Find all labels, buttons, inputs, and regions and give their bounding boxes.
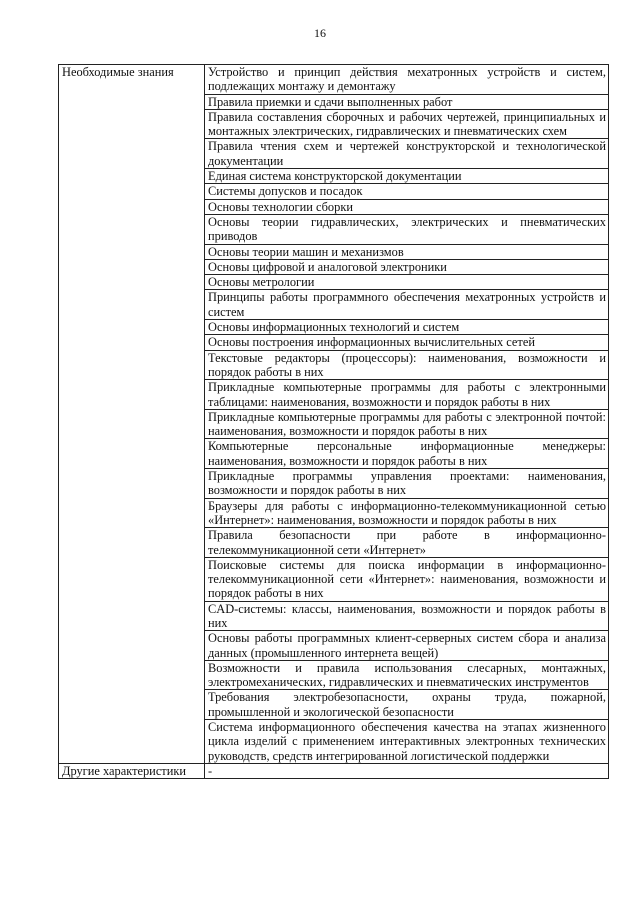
knowledge-item: Основы построения информационных вычислительных сетей [205,335,609,350]
knowledge-item: Прикладные компьютерные программы для работы с электронными таблицами: наименования, возможности и порядок работы в них [205,380,609,410]
knowledge-item: Основы цифровой и аналоговой электроники [205,259,609,274]
knowledge-item: Браузеры для работы с информационно-телекоммуникационной сетью «Интернет»: наименования, возможности и порядок работы в них [205,498,609,528]
row-label-knowledge: Необходимые знания [59,65,205,764]
knowledge-item: Поисковые системы для поиска информации в информационно-телекоммуникационной сети «Интернет»: наименования, возможности и порядок работы в них [205,557,609,601]
knowledge-item: Компьютерные персональные информационные менеджеры: наименования, возможности и порядок работы в них [205,439,609,469]
knowledge-item: Принципы работы программного обеспечения мехатронных устройств и систем [205,290,609,320]
knowledge-item: Устройство и принцип действия мехатронных устройств и систем, подлежащих монтажу и демонтажу [205,65,609,95]
knowledge-item: Возможности и правила использования слесарных, монтажных, электромеханических, гидравлических и пневматических инструментов [205,660,609,690]
row-label-other: Другие характеристики [59,763,205,778]
knowledge-item: Правила составления сборочных и рабочих чертежей, принципиальных и монтажных электрических, гидравлических и пневматических схем [205,109,609,139]
page-number: 16 [314,26,326,40]
knowledge-item: Правила чтения схем и чертежей конструкторской и технологической документации [205,139,609,169]
knowledge-item: Основы технологии сборки [205,199,609,214]
requirements-table [58,64,609,779]
knowledge-item: Система информационного обеспечения качества на этапах жизненного цикла изделий с применением интерактивных электронных технических руководств, средств интегрированной логистической поддержки [205,720,609,764]
knowledge-item: Требования электробезопасности, охраны труда, пожарной, промышленной и экологической безопасности [205,690,609,720]
knowledge-item: Основы работы программных клиент-серверных систем сбора и анализа данных (промышленного интернета вещей) [205,631,609,661]
knowledge-item: Основы теории гидравлических, электрических и пневматических приводов [205,214,609,244]
knowledge-item: CAD-системы: классы, наименования, возможности и порядок работы в них [205,601,609,631]
knowledge-item: Правила приемки и сдачи выполненных работ [205,94,609,109]
knowledge-item: Основы теории машин и механизмов [205,244,609,259]
knowledge-item: Прикладные программы управления проектами: наименования, возможности и порядок работы в них [205,469,609,499]
knowledge-item: Прикладные компьютерные программы для работы с электронной почтой: наименования, возможности и порядок работы в них [205,409,609,439]
knowledge-item: Основы информационных технологий и систем [205,320,609,335]
other-value: - [205,763,609,778]
knowledge-item: Основы метрологии [205,275,609,290]
table-row [59,763,609,778]
knowledge-item: Текстовые редакторы (процессоры): наименования, возможности и порядок работы в них [205,350,609,380]
knowledge-item: Единая система конструкторской документации [205,169,609,184]
knowledge-item: Системы допусков и посадок [205,184,609,199]
table-row [59,65,609,95]
knowledge-item: Правила безопасности при работе в информационно-телекоммуникационной сети «Интернет» [205,528,609,558]
